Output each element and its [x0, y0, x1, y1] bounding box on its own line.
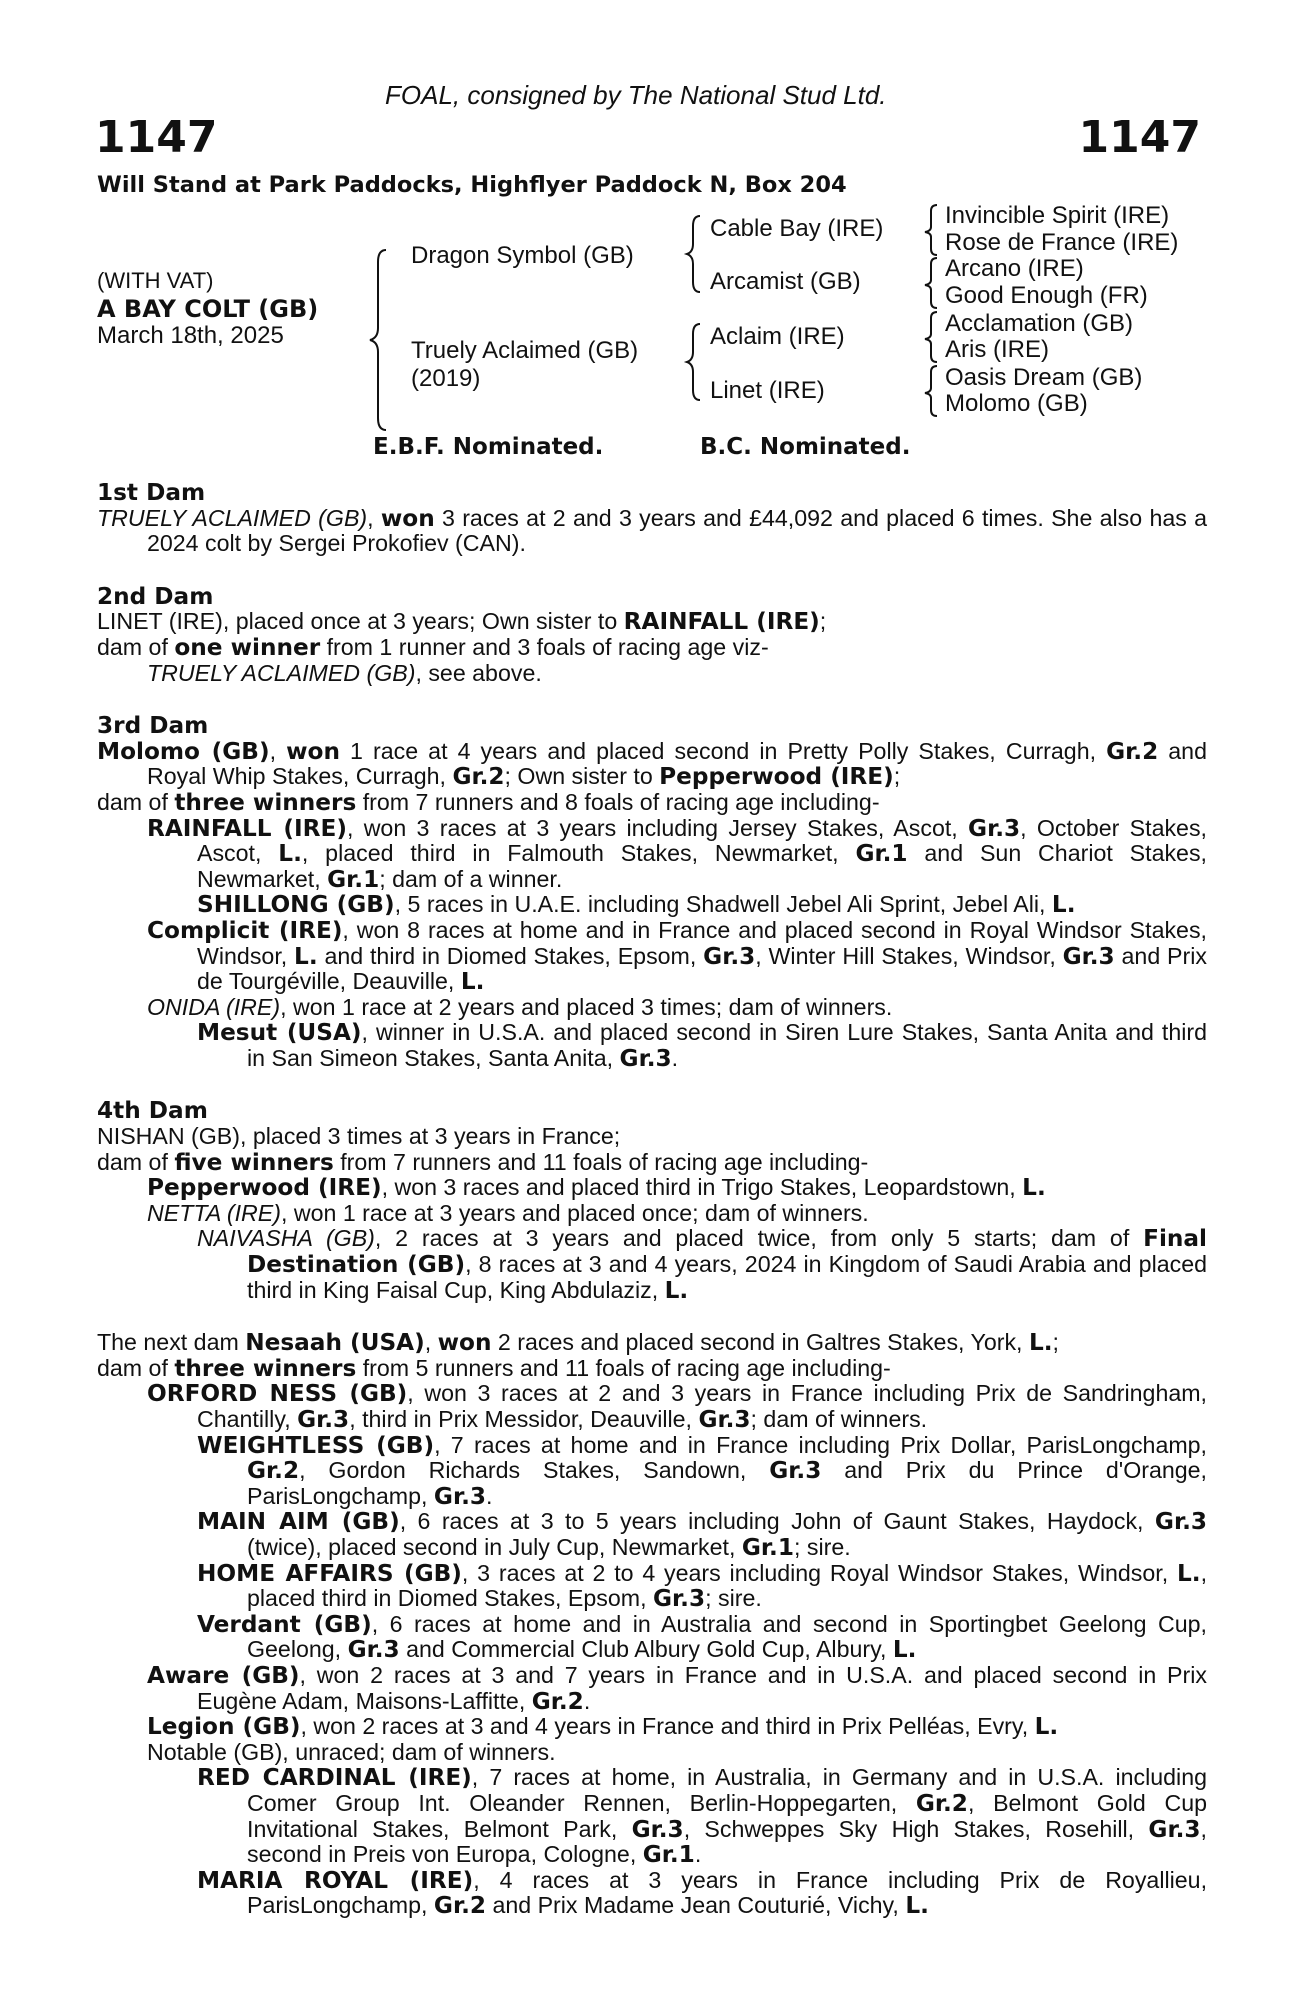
- bold-text: Gr.3: [1148, 1815, 1201, 1843]
- entry-text: .: [583, 1687, 591, 1714]
- foaling-date: March 18th, 2025: [97, 322, 284, 349]
- pedigree-entry: [97, 1740, 1207, 1766]
- entry-text: ; sire.: [793, 1533, 851, 1560]
- bold-text: Complicit (IRE): [147, 916, 343, 944]
- entry-text: NISHAN (GB), placed 3 times at 3 years in France;: [97, 1123, 621, 1150]
- entry-text: , 6 races at home and in Australia and second in Sportingbet Geelong Cup, Geelong,: [247, 1610, 1208, 1663]
- entry-text: ; sire.: [705, 1585, 762, 1612]
- section-heading: 4th Dam: [97, 1097, 208, 1125]
- entry-text: ;: [893, 763, 901, 790]
- entry-text: The next dam: [97, 1329, 246, 1356]
- pedigree-entry: [97, 1433, 1207, 1510]
- bold-text: Gr.1: [327, 865, 380, 893]
- bold-text: L.: [1034, 1713, 1059, 1741]
- bold-text: Verdant (GB): [197, 1610, 372, 1638]
- bold-text: one winner: [174, 633, 321, 661]
- ebf-nomination: E.B.F. Nominated.: [373, 434, 604, 460]
- pedigree-sire-sire: Cable Bay (IRE): [710, 215, 884, 242]
- pedigree-entry: [97, 1201, 1207, 1227]
- pedigree-entry: [97, 1020, 1207, 1071]
- bold-text: Final Destination (GB): [247, 1225, 1207, 1279]
- bold-text: L.: [1022, 1174, 1046, 1202]
- bold-text: Nesaah (USA): [245, 1329, 425, 1357]
- bold-text: ORFORD NESS (GB): [147, 1380, 408, 1408]
- bold-text: won: [286, 737, 340, 765]
- pedigree-gen3-6: Aris (IRE): [945, 336, 1049, 363]
- section-heading: 3rd Dam: [97, 712, 209, 740]
- entry-text: .: [486, 1482, 493, 1509]
- bold-text: Legion (GB): [147, 1713, 301, 1741]
- entry-text: from 7 runners and 8 foals of racing age including-: [356, 788, 880, 815]
- bold-text: RAINFALL (IRE): [623, 608, 820, 636]
- entry-text: , Gordon Richards Stakes, Sandown,: [299, 1457, 770, 1484]
- bold-text: Pepperwood (IRE): [147, 1174, 382, 1202]
- entry-text: , placed third in Falmouth Stakes, Newmarket,: [301, 840, 856, 867]
- entry-text: Notable (GB), unraced; dam of winners.: [147, 1738, 556, 1765]
- horse-name: A BAY COLT (GB): [97, 295, 319, 323]
- italic-text: NETTA (IRE): [147, 1199, 281, 1226]
- entry-text: dam of: [97, 633, 175, 660]
- pedigree-entry: [97, 790, 1207, 816]
- entry-text: , 6 races at 3 to 5 years including John of Gaunt Stakes, Haydock,: [399, 1508, 1155, 1535]
- entry-text: and Prix Madame Jean Couturié, Vichy,: [486, 1892, 906, 1919]
- bold-text: L.: [664, 1276, 689, 1304]
- pedigree-gen3-2: Rose de France (IRE): [945, 229, 1179, 256]
- entry-text: , second in Preis von Europa, Cologne,: [247, 1815, 1207, 1868]
- pedigree-entry: [97, 1356, 1207, 1382]
- bold-text: Gr.1: [855, 840, 908, 868]
- bold-text: L.: [460, 968, 485, 996]
- vat-note: (WITH VAT): [97, 268, 214, 293]
- entry-text: , 8 races at 3 and 4 years, 2024 in Kingdom of Saudi Arabia and placed third in King Faisal Cup, King Abdulaziz,: [247, 1251, 1208, 1303]
- entry-text: ; dam of a winner.: [379, 865, 563, 892]
- bold-text: WEIGHTLESS (GB): [197, 1431, 435, 1459]
- entry-text: , won 3 races at 2 and 3 years in France including Prix de Sandringham, Chantilly,: [197, 1380, 1207, 1432]
- pedigree-gen3-8: Molomo (GB): [945, 390, 1088, 417]
- bold-text: three winners: [174, 788, 357, 816]
- location-line: Will Stand at Park Paddocks, Highflyer Paddock N, Box 204: [97, 172, 847, 198]
- dam-section: [97, 584, 1207, 686]
- lot-number-left: 1147: [95, 112, 218, 163]
- entry-text: , placed third in Diomed Stakes, Epsom,: [247, 1559, 1208, 1612]
- entry-text: , Belmont Gold Cup Invitational Stakes, Belmont Park,: [247, 1789, 1207, 1842]
- entry-text: and Prix de Tourgéville, Deauville,: [197, 942, 1207, 995]
- dam-section: [97, 480, 1207, 557]
- entry-text: , won 8 races at home and in France and placed second in Royal Windsor Stakes, Windsor,: [197, 916, 1207, 969]
- bold-text: L.: [905, 1892, 929, 1920]
- dam-section: [97, 1098, 1207, 1303]
- bold-text: Gr.1: [741, 1533, 794, 1561]
- pedigree-entry: [97, 1663, 1207, 1714]
- bold-text: MAIN AIM (GB): [197, 1508, 400, 1536]
- bold-text: Gr.2: [452, 763, 505, 791]
- entry-text: , 2 races at 3 years and placed twice, from only 5 starts; dam of: [374, 1225, 1144, 1252]
- bold-text: Gr.3: [1154, 1508, 1208, 1536]
- pedigree-entry: [97, 1175, 1207, 1201]
- entry-text: , 4 races at 3 years in France including Prix de Royallieu, ParisLongchamp,: [247, 1866, 1208, 1919]
- pedigree-dam-sire: Aclaim (IRE): [710, 323, 845, 350]
- pedigree-entry: [97, 739, 1207, 790]
- dam-section: [97, 1330, 1207, 1919]
- bold-text: Gr.3: [1062, 942, 1115, 970]
- catalogue-body: [97, 480, 1207, 1946]
- bold-text: Gr.3: [433, 1482, 487, 1510]
- entry-text: ,: [424, 1329, 438, 1356]
- dam-section: [97, 713, 1207, 1071]
- entry-text: , Schweppes Sky High Stakes, Rosehill,: [683, 1815, 1149, 1842]
- pedigree-entry: [97, 1612, 1207, 1663]
- bold-text: Gr.2: [531, 1687, 584, 1715]
- bold-text: Gr.3: [347, 1636, 400, 1664]
- bold-text: Gr.2: [915, 1789, 968, 1817]
- italic-text: TRUELY ACLAIMED (GB): [97, 504, 368, 531]
- pedigree-entry: [97, 995, 1207, 1021]
- bold-text: L.: [294, 942, 318, 970]
- pedigree-entry: [97, 1124, 1207, 1150]
- entry-text: and Sun Chariot Stakes, Newmarket,: [197, 840, 1207, 892]
- bold-text: Gr.3: [968, 814, 1021, 842]
- entry-text: ,: [367, 504, 381, 531]
- entry-text: dam of: [97, 1354, 175, 1381]
- pedigree-entry: [97, 1765, 1207, 1867]
- section-heading: 1st Dam: [97, 479, 206, 506]
- bold-text: Gr.2: [433, 1892, 487, 1920]
- pedigree-entry: [97, 1561, 1207, 1612]
- entry-text: , winner in U.S.A. and placed second in Siren Lure Stakes, Santa Anita and third in San Simeon Stakes, Santa Anita,: [247, 1019, 1207, 1071]
- consignor-line: FOAL, consigned by The National Stud Ltd.: [385, 80, 887, 110]
- entry-text: from 1 runner and 3 foals of racing age viz-: [320, 633, 769, 660]
- pedigree-sire: Dragon Symbol (GB): [411, 242, 634, 269]
- pedigree-sire-dam: Arcamist (GB): [710, 268, 861, 295]
- bold-text: Gr.3: [698, 1406, 751, 1433]
- entry-text: ;: [819, 608, 827, 635]
- bold-text: Pepperwood (IRE): [659, 763, 894, 791]
- bold-text: five winners: [174, 1148, 334, 1176]
- pedigree-entry: [97, 1714, 1207, 1740]
- entry-text: and Commercial Club Albury Gold Cup, Albury,: [399, 1636, 893, 1663]
- section-heading: 2nd Dam: [97, 582, 214, 610]
- bold-text: SHILLONG (GB): [197, 891, 395, 919]
- entry-text: dam of: [97, 1148, 175, 1175]
- entry-text: , see above.: [415, 659, 542, 686]
- bold-text: Gr.2: [247, 1457, 300, 1485]
- bold-text: L.: [278, 840, 302, 868]
- bold-text: RAINFALL (IRE): [147, 814, 347, 842]
- entry-text: 3 races at 2 and 3 years and £44,092 and placed 6 times. She also has a 2024 colt by Sergei Prokofiev (CAN).: [147, 504, 1208, 557]
- entry-text: ; dam of winners.: [750, 1406, 928, 1432]
- bold-text: L.: [892, 1636, 917, 1664]
- entry-text: from 7 runners and 11 foals of racing age including-: [333, 1148, 869, 1175]
- bold-text: Gr.3: [619, 1044, 672, 1072]
- pedigree-gen3-7: Oasis Dream (GB): [945, 364, 1143, 391]
- bold-text: Gr.1: [642, 1841, 695, 1869]
- entry-text: , 3 races at 2 to 4 years including Royal Windsor Stakes, Windsor,: [461, 1559, 1177, 1586]
- entry-text: , won 3 races and placed third in Trigo Stakes, Leopardstown,: [381, 1174, 1023, 1201]
- entry-text: , won 2 races at 3 and 7 years in France and in U.S.A. and placed second in Prix Eugène Adam, Maisons-Laffitte,: [197, 1661, 1207, 1714]
- pedigree-entry: [97, 1868, 1207, 1919]
- bold-text: three winners: [174, 1354, 357, 1382]
- pedigree-entry: [97, 1330, 1207, 1356]
- entry-text: , 7 races at home, in Australia, in Germany and in U.S.A. including Comer Group Int. Oleander Rennen, Berlin-Hoppegarten,: [247, 1764, 1207, 1816]
- bold-text: L.: [1176, 1559, 1201, 1587]
- entry-text: 2 races and placed second in Galtres Stakes, York,: [491, 1329, 1029, 1356]
- bold-text: Gr.3: [297, 1406, 350, 1433]
- pedigree-dam-dam: Linet (IRE): [710, 377, 825, 404]
- entry-text: , 7 races at home and in France including Prix Dollar, ParisLongchamp,: [434, 1431, 1207, 1458]
- entry-text: , Winter Hill Stakes, Windsor,: [755, 942, 1063, 969]
- entry-text: dam of: [97, 788, 175, 815]
- entry-text: ;: [1052, 1329, 1059, 1356]
- entry-text: ; Own sister to: [504, 763, 660, 790]
- bold-text: Molomo (GB): [97, 737, 270, 765]
- bold-text: L.: [1028, 1329, 1053, 1357]
- entry-text: LINET (IRE), placed once at 3 years; Own sister to: [97, 608, 624, 635]
- bold-text: Gr.3: [631, 1815, 684, 1843]
- italic-text: ONIDA (IRE): [147, 993, 281, 1020]
- entry-text: , won 2 races at 3 and 4 years in France and third in Prix Pelléas, Evry,: [300, 1713, 1035, 1740]
- bc-nomination: B.C. Nominated.: [700, 434, 911, 460]
- pedigree-gen3-5: Acclamation (GB): [945, 310, 1134, 337]
- bold-text: HOME AFFAIRS (GB): [197, 1559, 462, 1587]
- pedigree-entry: [97, 816, 1207, 893]
- bold-text: Gr.2: [1106, 737, 1159, 765]
- pedigree-entry: [97, 1226, 1207, 1303]
- pedigree-entry: [97, 1381, 1207, 1432]
- pedigree-entry: [97, 1150, 1207, 1176]
- entry-text: , won 1 race at 3 years and placed once; dam of winners.: [280, 1199, 869, 1226]
- entry-text: , won 3 races at 3 years including Jersey Stakes, Ascot,: [346, 814, 969, 841]
- entry-text: from 5 runners and 11 foals of racing age including-: [356, 1354, 891, 1381]
- entry-text: , October Stakes, Ascot,: [197, 814, 1207, 867]
- bold-text: Aware (GB): [147, 1661, 300, 1689]
- italic-text: TRUELY ACLAIMED (GB): [147, 659, 416, 686]
- pedigree-dam-year: (2019): [411, 365, 481, 392]
- pedigree-entry: [97, 661, 1207, 687]
- pedigree-gen3-3: Arcano (IRE): [945, 255, 1084, 282]
- bold-text: MARIA ROYAL (IRE): [197, 1866, 474, 1894]
- bold-text: won: [380, 504, 435, 532]
- pedigree-dam: Truely Aclaimed (GB): [411, 337, 639, 364]
- bold-text: RED CARDINAL (IRE): [197, 1764, 472, 1792]
- entry-text: , 5 races in U.A.E. including Shadwell Jebel Ali Sprint, Jebel Ali,: [394, 891, 1052, 918]
- pedigree-entry: [97, 506, 1207, 557]
- pedigree-gen3-4: Good Enough (FR): [945, 282, 1148, 309]
- bold-text: Mesut (USA): [197, 1019, 362, 1047]
- entry-text: , won 1 race at 2 years and placed 3 times; dam of winners.: [280, 993, 893, 1020]
- entry-text: and Royal Whip Stakes, Curragh,: [147, 737, 1207, 790]
- pedigree-entry: [97, 1509, 1207, 1560]
- entry-text: , third in Prix Messidor, Deauville,: [349, 1406, 699, 1432]
- bold-text: won: [437, 1329, 492, 1357]
- entry-text: ,: [269, 737, 287, 764]
- entry-text: (twice), placed second in July Cup, Newmarket,: [247, 1533, 742, 1560]
- bold-text: Gr.3: [703, 942, 756, 970]
- pedigree-entry: [97, 635, 1207, 661]
- entry-text: and Prix du Prince d'Orange, ParisLongchamp,: [247, 1457, 1207, 1509]
- lot-number-right: 1147: [1078, 112, 1201, 163]
- entry-text: .: [694, 1841, 702, 1868]
- pedigree-entry: [97, 609, 1207, 635]
- bold-text: Gr.3: [769, 1457, 822, 1485]
- bold-text: Gr.3: [652, 1585, 706, 1613]
- pedigree-entry: [97, 892, 1207, 918]
- entry-text: 1 race at 4 years and placed second in Pretty Polly Stakes, Curragh,: [339, 737, 1107, 764]
- entry-text: .: [671, 1044, 679, 1071]
- entry-text: and third in Diomed Stakes, Epsom,: [317, 942, 704, 969]
- italic-text: NAIVASHA (GB): [197, 1225, 375, 1252]
- bold-text: L.: [1051, 891, 1076, 919]
- pedigree-gen3-1: Invincible Spirit (IRE): [945, 202, 1170, 229]
- pedigree-entry: [97, 918, 1207, 995]
